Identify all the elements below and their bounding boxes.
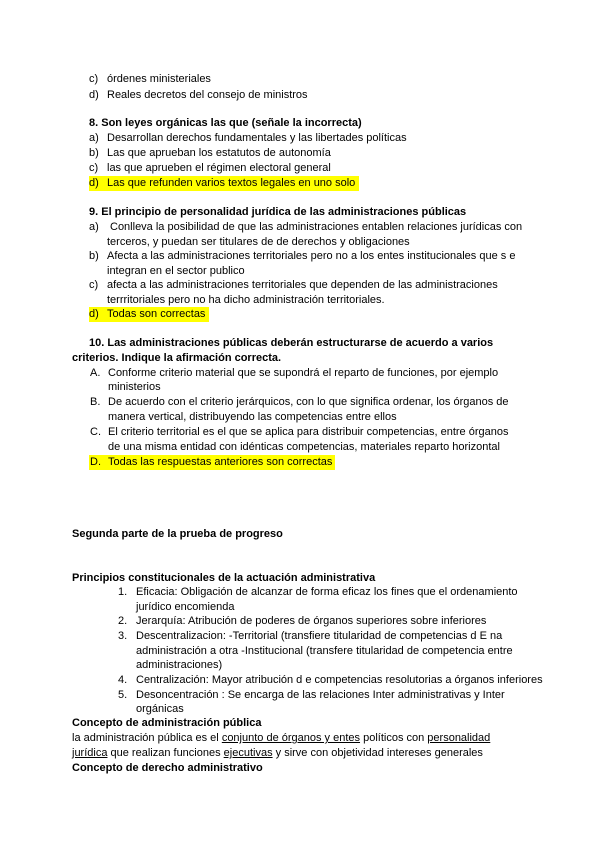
principle-5-marker: 5. [118,689,128,701]
principle-3-line2: administración a otra -Institucional (transfere titularidad de competencia entre [136,645,513,657]
q7-option-c-text: órdenes ministeriales [107,73,211,85]
q10-option-c-line1: El criterio territorial es el que se aplica para distribuir competencias, entre órganos [108,426,509,438]
q10-option-c-marker: C. [90,426,101,438]
q8-option-b-text: Las que aprueban los estatutos de autonomía [107,147,331,159]
q10-option-d-text: Todas las respuestas anteriores son correctas [108,456,333,468]
q10-option-a-marker: A. [90,367,101,379]
q8-option-d-text: Las que refunden varios textos legales en uno solo [107,177,356,189]
concept-admin-underline-personalidad: personalidad [427,732,491,744]
q8-option-c-text: las que aprueben el régimen electoral general [107,162,331,174]
concept-admin-text-1: la administración pública es el [72,732,222,744]
concept-admin-paragraph-line1 [72,731,490,747]
q10-option-d-highlight [89,455,335,470]
q9-option-a-line2: terceros, y puedan ser titulares de de derechos y obligaciones [107,236,410,248]
q10-option-a-line2: ministerios [108,381,161,393]
q10-option-a-line1: Conforme criterio material que se supondrá el reparto de funciones, por ejemplo [108,367,499,379]
q8-option-a-text: Desarrollan derechos fundamentales y las libertades políticas [107,132,407,144]
principle-2-line1: Jerarquía: Atribución de poderes de órganos superiores sobre inferiores [136,615,487,627]
q8-option-a-marker: a) [89,132,99,144]
principle-1-line1: Eficacia: Obligación de alcanzar de forma eficaz los fines que el ordenamiento [136,586,518,598]
principle-1-line2: jurídico encomienda [136,601,235,613]
concept-admin-title: Concepto de administración pública [72,717,262,729]
q8-option-c-marker: c) [89,162,99,174]
q9-option-b-line2: integran en el sector publico [107,265,245,277]
principle-4-line1: Centralización: Mayor atribución d e competencias resolutorias a órganos inferiores [136,674,543,686]
concept-admin-text-3: que realizan funciones [107,747,224,759]
q10-option-b-line1: De acuerdo con el criterio jerárquicos, con lo que significa ordenar, los órganos de [108,396,509,408]
q9-option-d-marker: d) [89,308,99,320]
q8-option-b-marker: b) [89,147,99,159]
q9-option-c-line1: afecta a las administraciones territoriales que dependen de las administraciones [107,279,498,291]
q8-option-d-highlight [89,176,359,191]
q10-option-b-line2: manera vertical, distribuyendo las competencias entre ellos [108,411,397,423]
concept-admin-underline-organos: conjunto de órganos y entes [221,732,361,744]
concept-admin-text-2: políticos con [360,732,428,744]
q9-option-a-line1: Conlleva la posibilidad de que las administraciones entablen relaciones jurídicas con [110,221,523,233]
concept-admin-text-4: y sirve con objetividad intereses generales [272,747,483,759]
principle-4-marker: 4. [118,674,128,686]
concept-law-title: Concepto de derecho administrativo [72,762,263,774]
q8-option-d-marker: d) [89,177,99,189]
q7-option-c-marker: c) [89,73,99,85]
principle-3-line1: Descentralizacion: -Territorial (transfiere titularidad de competencias d E na [136,630,503,642]
principle-3-line3: administraciones) [136,659,223,671]
q9-option-c-marker: c) [89,279,99,291]
q9-title: 9. El principio de personalidad jurídica de las administraciones públicas [89,206,467,218]
q10-option-d-marker: D. [90,456,101,468]
principle-2-marker: 2. [118,615,128,627]
q10-title-line2: criterios. Indique la afirmación correcta. [72,352,282,364]
concept-admin-paragraph-line2 [72,746,483,762]
q10-option-c-line2: de una misma entidad con idénticas competencias, materiales reparto horizontal [108,441,500,453]
q10-option-b-marker: B. [90,396,101,408]
q9-option-b-line1: Afecta a las administraciones territoriales pero no a los entes institucionales que s e [107,250,516,262]
q7-option-d-text: Reales decretos del consejo de ministros [107,89,308,101]
principle-5-line1: Desoncentración : Se encarga de las relaciones Inter administrativas y Inter [136,689,505,701]
q9-option-d-highlight [89,307,209,322]
q9-option-d-text: Todas son correctas [107,308,206,320]
principle-3-marker: 3. [118,630,128,642]
q9-option-b-marker: b) [89,250,99,262]
principle-5-line2: orgánicas [136,703,184,715]
concept-admin-underline-juridica: jurídica [72,747,108,759]
principle-1-marker: 1. [118,586,128,598]
section2-title: Segunda parte de la prueba de progreso [72,528,283,540]
q9-option-a-marker: a) [89,221,99,233]
concept-admin-underline-ejecutivas: ejecutivas [223,747,273,759]
q7-option-d-marker: d) [89,89,99,101]
q8-title: 8. Son leyes orgánicas las que (señale la incorrecta) [89,117,362,129]
q9-option-c-line2: terrritoriales pero no ha dicho administración territoriales. [107,294,385,306]
q10-title-line1: 10. Las administraciones públicas deberán estructurarse de acuerdo a varios [89,337,494,349]
principles-title: Principios constitucionales de la actuación administrativa [72,572,376,584]
